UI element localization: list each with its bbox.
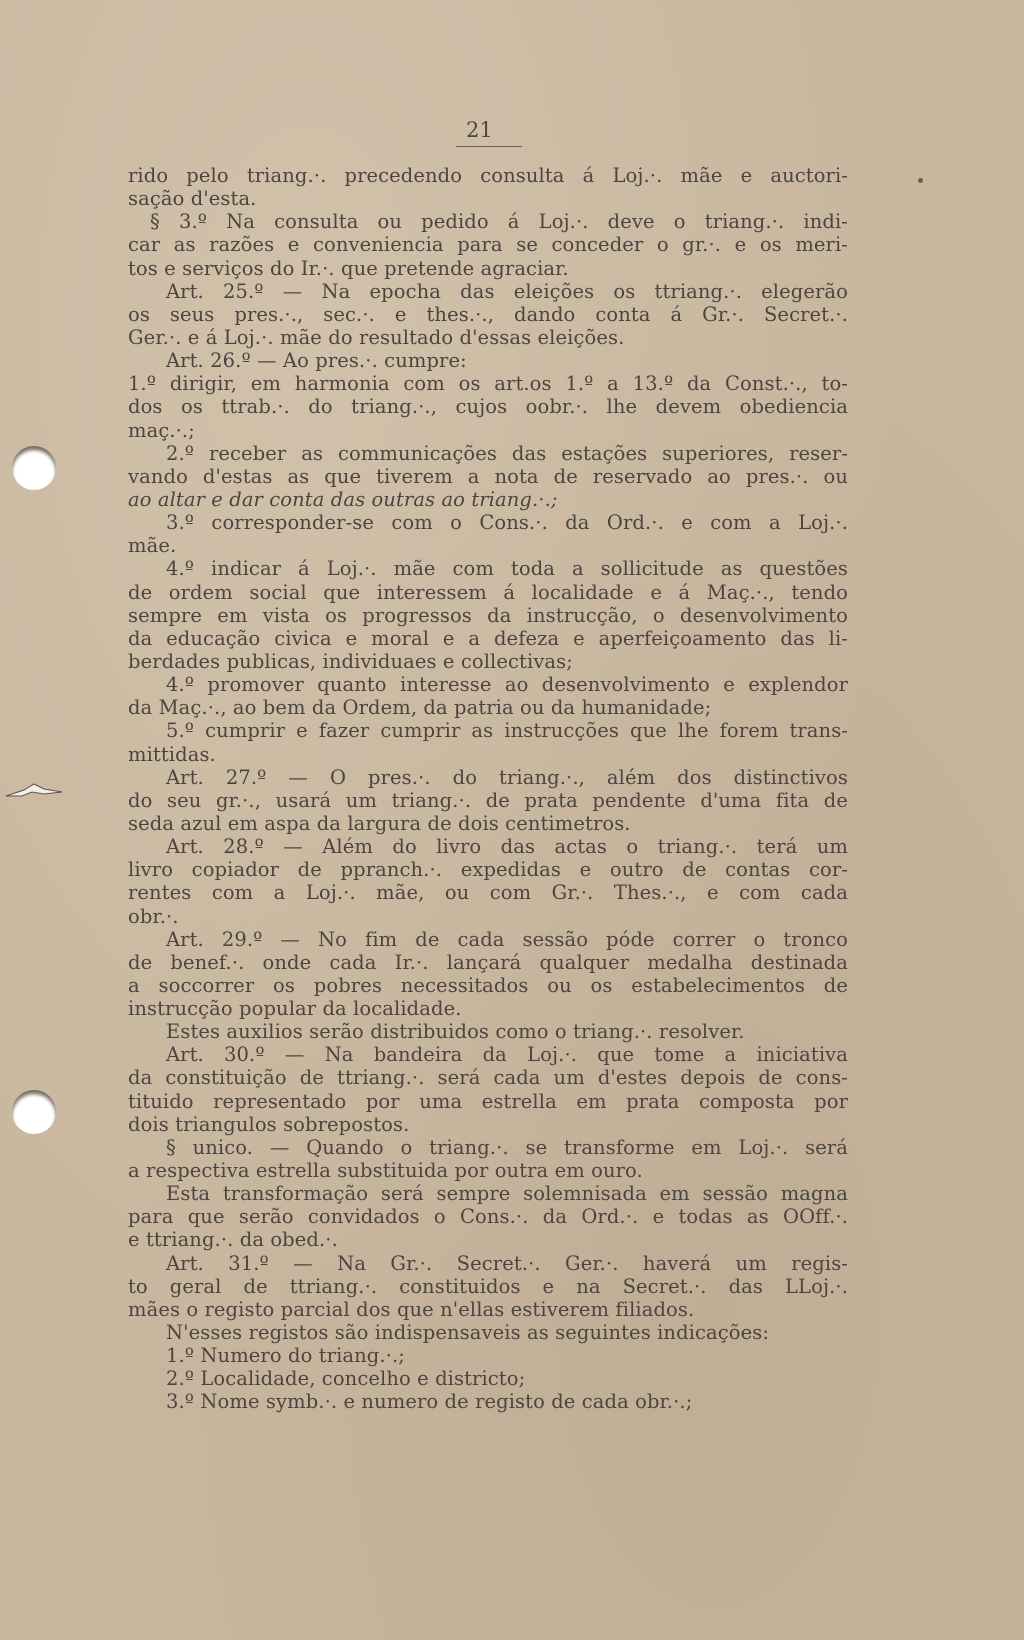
- page-number-rule: [456, 146, 522, 147]
- body-text: [128, 164, 848, 1414]
- text-line: rentes com a Loj.·. mãe, ou com Gr.·. Thes.·., e com cada: [128, 881, 848, 905]
- text-line: Estes auxilios serão distribuidos como o triang.·. resolver.: [166, 1020, 745, 1044]
- article-heading-line: Art. 27.º — O pres.·. do triang.·., além dos distinctivos: [166, 765, 848, 789]
- text-line: dos os ttrab.·. do triang.·., cujos oobr.·. lhe devem obediencia: [128, 395, 848, 419]
- text-line: mães o registo parcial dos que n'ellas estiverem filiados.: [128, 1297, 695, 1321]
- text-line: N'esses registos são indispensaveis as seguintes indicações:: [166, 1321, 770, 1345]
- text-line: a respectiva estrella substituida por outra em ouro.: [128, 1159, 643, 1183]
- text-line: 4.º promover quanto interesse ao desenvolvimento e explendor: [166, 673, 848, 697]
- text-line: 4.º indicar á Loj.·. mãe com toda a sollicitude as questões: [166, 557, 848, 581]
- text-line: maç.·.;: [128, 418, 195, 442]
- page-number: 21: [466, 118, 493, 142]
- text-line: 1.º dirigir, em harmonia com os art.os 1.º a 13.º da Const.·., to-: [128, 372, 848, 396]
- article-heading-line: Art. 28.º — Além do livro das actas o triang.·. terá um: [166, 835, 848, 859]
- text-line: 3.º corresponder-se com o Cons.·. da Ord.·. e com a Loj.·.: [166, 511, 848, 535]
- text-line: to geral de ttriang.·. constituidos e na Secret.·. das LLoj.·.: [128, 1274, 848, 1298]
- paragraph-heading-line: § unico. — Quando o triang.·. se transforme em Loj.·. será: [166, 1135, 848, 1159]
- text-line: 2.º Localidade, concelho e districto;: [166, 1367, 526, 1391]
- text-line: obr.·.: [128, 904, 179, 928]
- ink-speck: [918, 178, 923, 183]
- text-line: a soccorrer os pobres necessitados ou os estabelecimentos de: [128, 973, 848, 997]
- text-line: livro copiador de ppranch.·. expedidas e outro de contas cor-: [128, 858, 848, 882]
- text-line: Ger.·. e á Loj.·. mãe do resultado d'essas eleições.: [128, 325, 625, 349]
- text-line: da Maç.·., ao bem da Ordem, da patria ou da humanidade;: [128, 696, 712, 720]
- text-line: 2.º receber as communicações das estações superiores, reser-: [166, 441, 848, 465]
- text-line: vando d'estas as que tiverem a nota de reservado ao pres.·. ou: [128, 464, 848, 488]
- text-line: da constituição de ttriang.·. será cada um d'estes depois de cons-: [128, 1066, 848, 1090]
- binder-hole-bottom: [12, 1090, 56, 1134]
- text-line: 1.º Numero do triang.·.;: [166, 1344, 405, 1368]
- text-line: Esta transformação será sempre solemnisada em sessão magna: [166, 1182, 848, 1206]
- text-line: de ordem social que interessem á localidade e á Maç.·., tendo: [128, 580, 848, 604]
- article-heading-line: Art. 30.º — Na bandeira da Loj.·. que tome a iniciativa: [166, 1043, 848, 1067]
- article-heading-line: Art. 26.º — Ao pres.·. cumpre:: [166, 349, 467, 373]
- article-heading-line: Art. 31.º — Na Gr.·. Secret.·. Ger.·. haverá um regis-: [166, 1251, 848, 1275]
- article-heading-line: Art. 29.º — No fim de cada sessão póde correr o tronco: [166, 927, 848, 951]
- paper-tear-mark: [4, 780, 64, 802]
- text-line: instrucção popular da localidade.: [128, 997, 462, 1021]
- text-line: rido pelo triang.·. precedendo consulta á Loj.·. mãe e auctori-: [128, 164, 848, 187]
- binder-hole-top: [12, 446, 56, 490]
- text-line: 3.º Nome symb.·. e numero de registo de cada obr.·.;: [166, 1390, 693, 1414]
- text-line: tos e serviços do Ir.·. que pretende agraciar.: [128, 256, 569, 280]
- article-heading-line: Art. 25.º — Na epocha das eleições os ttriang.·. elegerão: [166, 279, 848, 303]
- text-line: os seus pres.·., sec.·. e thes.·., dando conta á Gr.·. Secret.·.: [128, 302, 848, 326]
- text-line: mittidas.: [128, 742, 216, 766]
- text-line: § 3.º Na consulta ou pedido á Loj.·. deve o triang.·. indi-: [150, 210, 848, 234]
- text-line: do seu gr.·., usará um triang.·. de prata pendente d'uma fita de: [128, 788, 848, 812]
- text-line: sempre em vista os progressos da instrucção, o desenvolvimento: [128, 603, 848, 627]
- text-line: tituido representado por uma estrella em prata composta por: [128, 1089, 848, 1113]
- text-line: para que serão convidados o Cons.·. da Ord.·. e todas as OOff.·.: [128, 1205, 848, 1229]
- text-line: car as razões e conveniencia para se conceder o gr.·. e os meri-: [128, 233, 848, 257]
- text-line: dois triangulos sobrepostos.: [128, 1112, 410, 1136]
- text-line: berdades publicas, individuaes e collectivas;: [128, 649, 573, 673]
- text-line: 5.º cumprir e fazer cumprir as instrucções que lhe forem trans-: [166, 719, 848, 743]
- text-line: mãe.: [128, 534, 177, 558]
- text-line: sação d'esta.: [128, 187, 257, 211]
- text-line: da educação civica e moral e a defeza e aperfeiçoamento das li-: [128, 626, 848, 650]
- text-line: ao altar e dar conta das outras ao triang.·.;: [128, 487, 558, 511]
- text-line: e ttriang.·. da obed.·.: [128, 1228, 338, 1252]
- text-line: de benef.·. onde cada Ir.·. lançará qualquer medalha destinada: [128, 950, 848, 974]
- text-line: seda azul em aspa da largura de dois centimetros.: [128, 811, 631, 835]
